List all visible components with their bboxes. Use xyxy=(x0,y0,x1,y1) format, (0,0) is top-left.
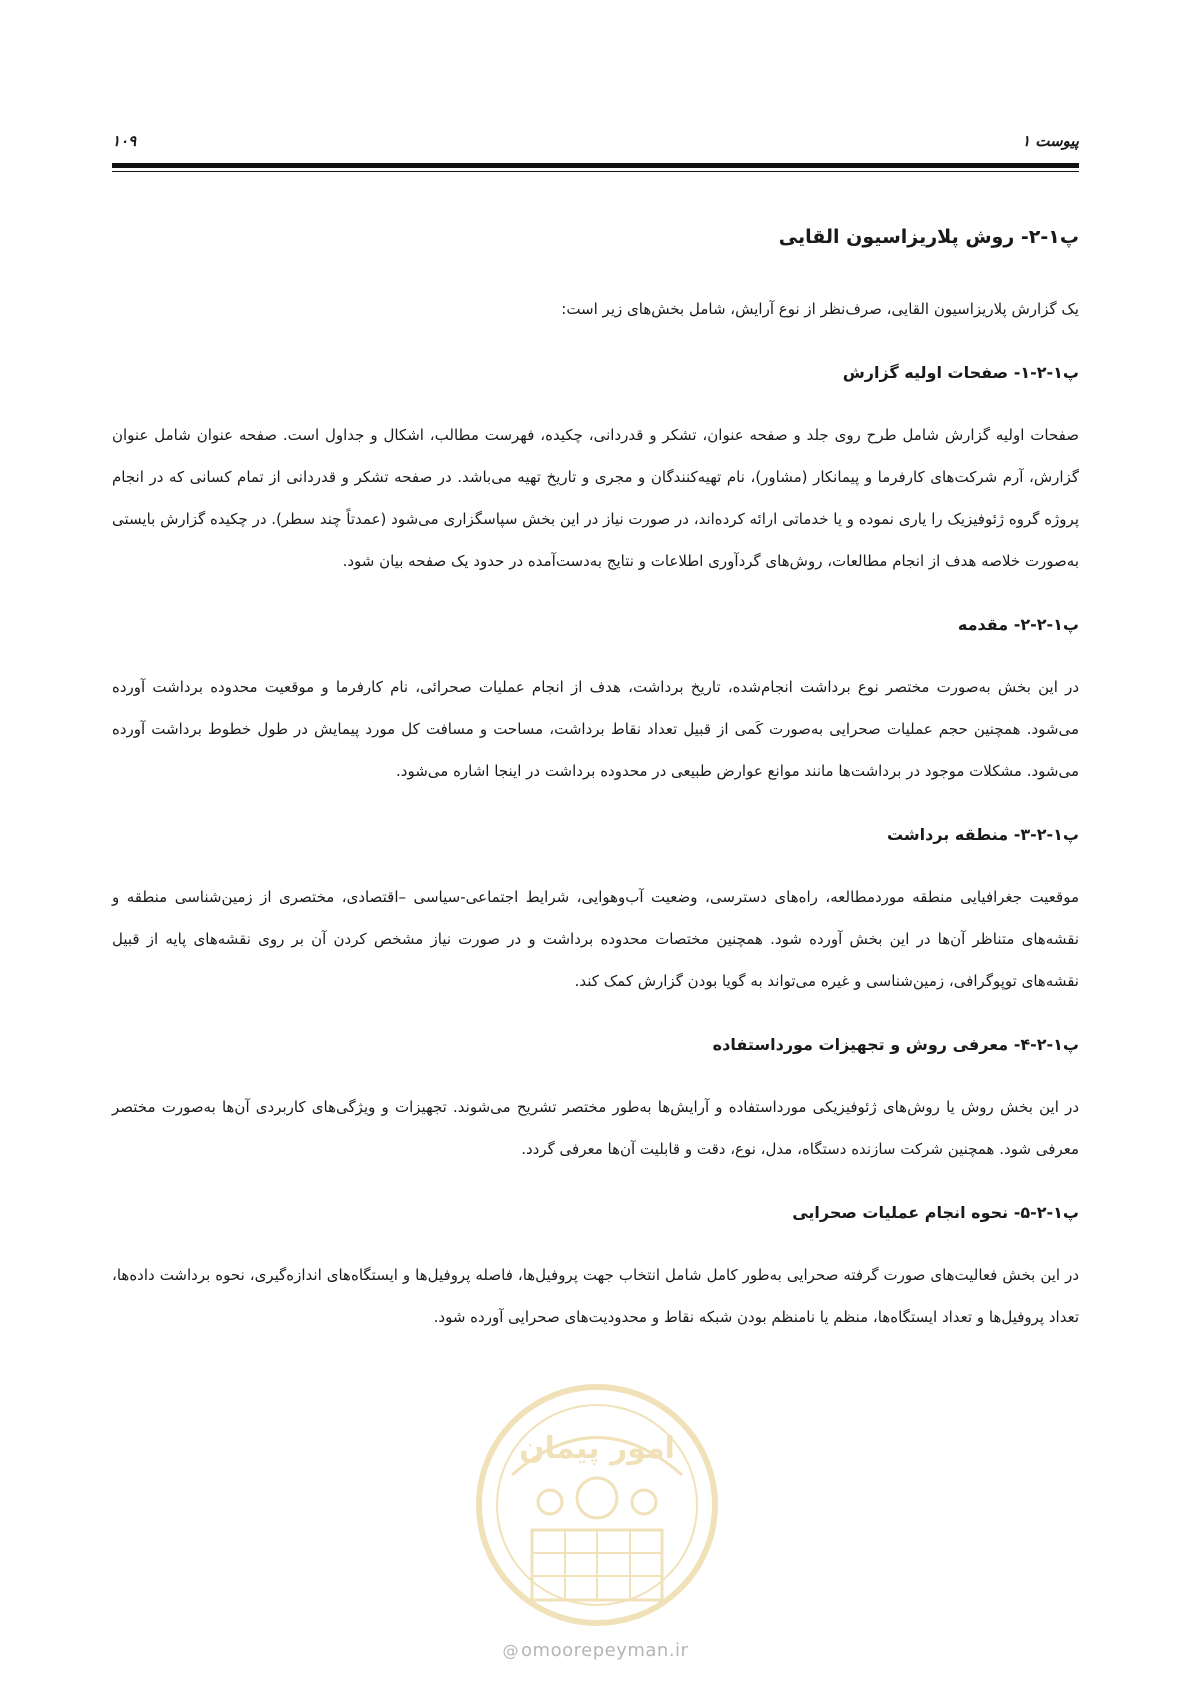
header-rule-thin xyxy=(112,171,1079,172)
subsection-heading-survey-area: پ۱-۲-۳- منطقه برداشت xyxy=(886,825,1079,844)
footer-url xyxy=(0,1640,1191,1661)
subsection-text-survey-area: موقعیت جغرافیایی منطقه موردمطالعه، راه‌های دسترسی، وضعیت آب‌وهوایی، شرایط اجتماعی-سیاسی –اقتصادی، مختصری از زمین‌شناسی منطقه و نقشه‌های متناظر آن‌ها در این بخش آورده شود. همچنین مختصات محدوده برداشت و در صورت نیاز مشخص کردن آن بر روی نقشه‌های پایه از قبیل نقشه‌های توپوگرافی، زمین‌شناسی و غیره می‌تواند به گویا بودن گزارش کمک کند. xyxy=(112,888,1079,990)
seal-text: امور پیمان xyxy=(519,1431,675,1466)
running-header xyxy=(112,128,1079,156)
subsection-heading-methods-equipment: پ۱-۲-۴- معرفی روش و تجهیزات مورداستفاده xyxy=(712,1035,1079,1054)
footer-url-text: omoorepeyman.ir xyxy=(521,1640,689,1661)
page-content xyxy=(112,210,1079,1338)
subsection-heading-cover-pages: پ۱-۲-۱- صفحات اولیه گزارش xyxy=(842,363,1079,382)
running-title: پیوست ۱ xyxy=(1021,132,1079,150)
subsection-heading-introduction: پ۱-۲-۲- مقدمه xyxy=(957,615,1079,634)
subsection-text-methods-equipment: در این بخش روش یا روش‌های ژئوفیزیکی مورداستفاده و آرایش‌ها به‌طور مختصر تشریح می‌شوند. تجهیزات و ویژگی‌های کاربردی آن‌ها به‌صورت مختصر معرفی شود. همچنین شرکت سازنده دستگاه، مدل، نوع، دقت و قابلیت آن‌ها معرفی گردد. xyxy=(112,1098,1079,1158)
section-intro: یک گزارش پلاریزاسیون القایی، صرف‌نظر از نوع آرایش، شامل بخش‌های زیر است: xyxy=(561,300,1079,318)
section-title: پ۱-۲- روش پلاریزاسیون القایی xyxy=(778,226,1079,248)
subsection-heading-field-operations: پ۱-۲-۵- نحوه انجام عملیات صحرایی xyxy=(792,1203,1079,1222)
seal-watermark xyxy=(472,1380,722,1630)
subsection-text-field-operations: در این بخش فعالیت‌های صورت گرفته صحرایی به‌طور کامل شامل انتخاب جهت پروفیل‌ها، فاصله پروفیل‌ها و ایستگاه‌های اندازه‌گیری، نحوه برداشت داده‌ها، تعداد پروفیل‌ها و تعداد ایستگاه‌ها، منظم یا نامنظم بودن شبکه نقاط و محدودیت‌های صحرایی آورده شود. xyxy=(112,1266,1079,1326)
header-rule-thick xyxy=(112,163,1079,168)
at-icon: @ xyxy=(502,1641,520,1660)
page-number: ۱۰۹ xyxy=(112,132,137,150)
subsection-text-cover-pages: صفحات اولیه گزارش شامل طرح روی جلد و صفحه عنوان، تشکر و قدردانی، چکیده، فهرست مطالب، اشکال و جداول است. صفحه عنوان شامل عنوان گزارش، آرم شرکت‌های کارفرما و پیمانکار (مشاور)، نام تهیه‌کنندگان و مجری و تاریخ تهیه می‌باشد. در صفحه تشکر و قدردانی از تمام کسانی که در انجام پروژه گروه ژئوفیزیک را یاری نموده و یا خدماتی ارائه کرده‌اند، در صورت نیاز در این بخش سپاسگزاری می‌شود (عمدتاً چند سطر). در چکیده گزارش بایستی به‌صورت خلاصه هدف از انجام مطالعات، روش‌های گردآوری اطلاعات و نتایج به‌دست‌آمده در حدود یک صفحه بیان شود. xyxy=(112,426,1079,570)
subsection-text-introduction: در این بخش به‌صورت مختصر نوع برداشت انجام‌شده، تاریخ برداشت، هدف از انجام عملیات صحرائی، نام کارفرما و موقعیت محدوده برداشت آورده می‌شود. همچنین حجم عملیات صحرایی به‌صورت کَمی از قبیل تعداد نقاط برداشت، مساحت و مسافت کل مورد پیمایش در طول خطوط برداشت آورده می‌شود. مشکلات موجود در برداشت‌ها مانند موانع عوارض طبیعی در محدوده برداشت در اینجا اشاره می‌شود. xyxy=(112,678,1079,780)
